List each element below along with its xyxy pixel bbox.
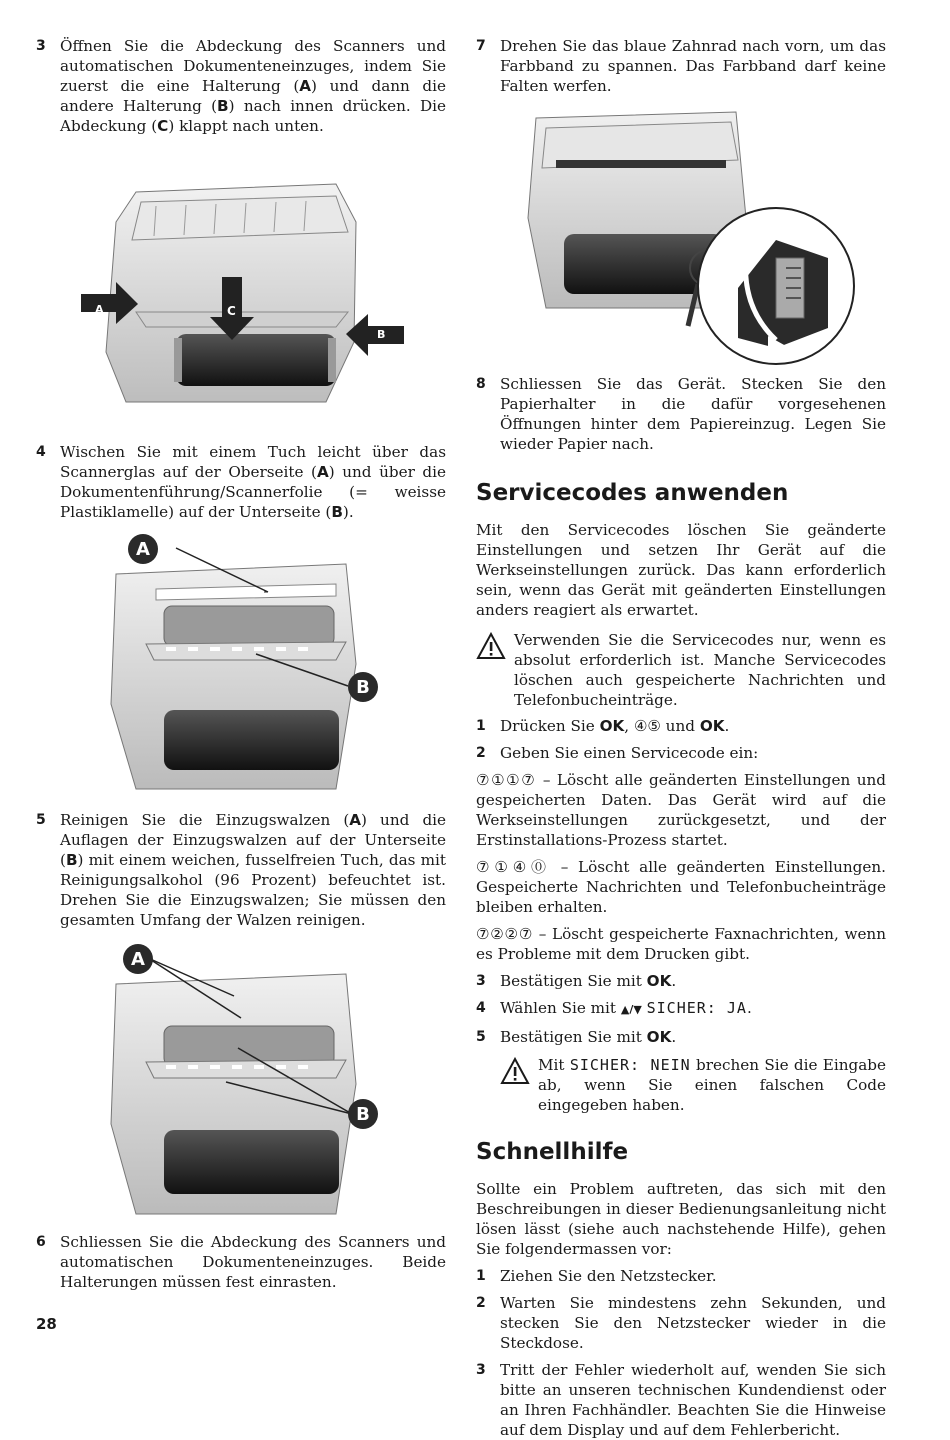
heading-service-codes: Servicecodes anwenden bbox=[476, 480, 789, 506]
step-number: 4 bbox=[476, 1000, 486, 1016]
step-text: Warten Sie mindestens zehn Sekunden, und stecken Sie den Netzstecker wieder in die Steckdose. bbox=[500, 1294, 886, 1352]
device-illustration bbox=[476, 108, 886, 370]
warning-text: Verwenden Sie die Servicecodes nur, wenn es absolut erforderlich ist. Manche Servicecodes löschen auch gespeicherte Nachrichten und Telefonbucheinträge. bbox=[514, 631, 886, 709]
label-b: B bbox=[348, 1099, 378, 1129]
step-text: Geben Sie einen Servicecode ein: bbox=[500, 744, 759, 762]
step-text: . bbox=[671, 972, 677, 990]
step-text: ) klappt nach unten. bbox=[168, 117, 324, 135]
key-label: A bbox=[349, 811, 362, 829]
display-text: SICHER: JA bbox=[646, 999, 747, 1017]
service-step-3 bbox=[476, 971, 886, 991]
step-number: 4 bbox=[36, 444, 46, 460]
step-number: 6 bbox=[36, 1234, 46, 1250]
step-text: Tritt der Fehler wiederholt auf, wenden Sie sich bitte an unseren technischen Kundendienst oder an Ihren Fachhändler. Beachten Sie die Hinweise auf dem Display und auf dem Fehlerbericht. bbox=[500, 1361, 886, 1439]
step-3 bbox=[36, 36, 446, 136]
step-text: ) und dann die andere Halterung ( bbox=[60, 77, 446, 115]
help-step-1 bbox=[476, 1266, 886, 1286]
key-label: B bbox=[65, 851, 78, 869]
service-step-4 bbox=[476, 998, 886, 1020]
key-label: A bbox=[299, 77, 312, 95]
step-number: 1 bbox=[476, 718, 486, 734]
key-label: B bbox=[217, 97, 229, 115]
help-step-3 bbox=[476, 1360, 886, 1440]
help-intro: Sollte ein Problem auftreten, das sich mit den Beschreibungen in dieser Bedienungsanleitung nicht lösen lässt (siehe auch nachstehende Hilfe), gehen Sie folgendermassen vor: bbox=[476, 1180, 886, 1258]
code-description: – Löscht alle geänderten Einstellungen und gespeicherten Daten. Das Gerät wird auf die Werkseinstellungen zurückgesetzt, und der Erstinstallations-Prozess startet. bbox=[476, 771, 886, 849]
keypad-codes: ④⑤ bbox=[633, 717, 661, 735]
step-6 bbox=[36, 1232, 446, 1292]
key-label: OK bbox=[646, 972, 672, 990]
step-8 bbox=[476, 374, 886, 454]
service-intro: Mit den Servicecodes löschen Sie geänderte Einstellungen und setzen Ihr Gerät auf die Werkseinstellungen zurück. Das kann erforderlich sein, wenn das Gerät mit geänderten Einstellungen anders reagiert als erwartet. bbox=[476, 521, 886, 619]
step-text: Bestätigen Sie mit bbox=[500, 1028, 647, 1046]
step-number: 8 bbox=[476, 376, 486, 392]
service-code-7117 bbox=[476, 770, 886, 850]
key-label: OK bbox=[646, 1028, 672, 1046]
step-number: 5 bbox=[36, 812, 46, 828]
step-text: . bbox=[724, 717, 730, 735]
key-label: OK bbox=[599, 717, 625, 735]
step-text: ) und die Auflagen der Einzugswalzen auf der Unterseite ( bbox=[60, 811, 447, 869]
step-text: ) und über die Dokumentenführung/Scannerfolie (= weisse Plastiklamelle) auf der Unterseite ( bbox=[60, 463, 446, 521]
note-text: Mit bbox=[538, 1056, 570, 1074]
step-5 bbox=[36, 810, 446, 930]
step-text: Wählen Sie mit bbox=[500, 999, 621, 1017]
step-text: . bbox=[746, 999, 752, 1017]
warning-icon bbox=[500, 1055, 538, 1115]
step-text: ) mit einem weichen, fusselfreien Tuch, das mit Reinigungsalkohol (96 Prozent) befeuchtet ist. Drehen Sie die Einzugswalzen; Sie müssen den gesamten Umfang der Walzen reinigen. bbox=[60, 851, 446, 929]
step-number: 3 bbox=[36, 38, 46, 54]
step-text: Schliessen Sie die Abdeckung des Scanners und automatischen Dokumenteneinzuges. Beide Halterungen müssen fest einrasten. bbox=[60, 1233, 446, 1291]
step-text: ) nach innen drücken. Die Abdeckung ( bbox=[60, 97, 447, 135]
step-number: 5 bbox=[476, 1029, 486, 1045]
device-illustration bbox=[36, 534, 446, 796]
step-text: Schliessen Sie das Gerät. Stecken Sie den Papierhalter in die dafür vorgesehenen Öffnungen hinter dem Papiereinzug. Legen Sie wieder Papier nach. bbox=[500, 375, 886, 453]
label-a: A bbox=[95, 303, 104, 316]
label-b: B bbox=[348, 672, 378, 702]
step-text: , bbox=[624, 717, 634, 735]
code: ⑦②②⑦ bbox=[476, 925, 534, 943]
service-step-2 bbox=[476, 743, 886, 763]
step-text: Öffnen Sie die Abdeckung des Scanners und automatischen Dokumenteneinzuges, indem Sie zuerst die eine Halterung ( bbox=[60, 37, 446, 95]
right-column bbox=[476, 36, 886, 1440]
note-text: brechen Sie die Eingabe ab, wenn Sie einen falschen Code eingegeben haben. bbox=[538, 1056, 886, 1114]
step-number: 2 bbox=[476, 745, 486, 761]
figure-ink-ribbon-gear bbox=[476, 108, 886, 370]
service-step-5 bbox=[476, 1027, 886, 1047]
key-label: A bbox=[316, 463, 329, 481]
heading-quick-help: Schnellhilfe bbox=[476, 1139, 629, 1165]
key-label: OK bbox=[699, 717, 725, 735]
step-text: . bbox=[671, 1028, 677, 1046]
left-column bbox=[36, 36, 446, 1292]
code-description: – Löscht gespeicherte Faxnachrichten, wenn es Probleme mit dem Drucken gibt. bbox=[476, 925, 886, 963]
service-warning bbox=[476, 630, 886, 710]
key-label: B bbox=[331, 503, 343, 521]
page-number: 28 bbox=[36, 1315, 57, 1333]
label-a: A bbox=[123, 944, 153, 974]
code-description: – Löscht alle geänderten Einstellungen. Gespeicherte Nachrichten und Telefonbucheinträge bleiben erhalten. bbox=[476, 858, 886, 916]
warning-icon bbox=[476, 630, 514, 710]
label-a: A bbox=[128, 534, 158, 564]
step-text: Wischen Sie mit einem Tuch leicht über das Scannerglas auf der Oberseite ( bbox=[60, 443, 446, 481]
label-b: B bbox=[377, 328, 386, 341]
code: ⑦①①⑦ bbox=[476, 771, 537, 789]
step-number: 3 bbox=[476, 1362, 486, 1378]
figure-clean-scanner-glass bbox=[36, 534, 446, 796]
step-text: Bestätigen Sie mit bbox=[500, 972, 647, 990]
step-7 bbox=[476, 36, 886, 96]
code: ⑦①④⓪ bbox=[476, 858, 551, 876]
key-label: C bbox=[157, 117, 169, 135]
service-code-7227 bbox=[476, 924, 886, 964]
display-text: SICHER: NEIN bbox=[569, 1056, 691, 1074]
step-text: ). bbox=[342, 503, 354, 521]
step-4 bbox=[36, 442, 446, 522]
device-illustration bbox=[36, 162, 446, 412]
step-text: und bbox=[660, 717, 700, 735]
service-step-1 bbox=[476, 716, 886, 736]
step-number: 2 bbox=[476, 1295, 486, 1311]
figure-clean-feed-rollers bbox=[36, 944, 446, 1224]
step-text: Drücken Sie bbox=[500, 717, 600, 735]
figure-open-scanner-cover bbox=[36, 162, 446, 412]
device-illustration bbox=[36, 944, 446, 1224]
step-number: 3 bbox=[476, 973, 486, 989]
help-step-2 bbox=[476, 1293, 886, 1353]
service-code-7140 bbox=[476, 857, 886, 917]
service-note bbox=[476, 1055, 886, 1115]
arrow-keys-icon: ▲/▼ bbox=[620, 1003, 642, 1016]
step-text: Reinigen Sie die Einzugswalzen ( bbox=[60, 811, 350, 829]
step-text: Ziehen Sie den Netzstecker. bbox=[500, 1267, 717, 1285]
step-text: Drehen Sie das blaue Zahnrad nach vorn, um das Farbband zu spannen. Das Farbband darf keine Falten werfen. bbox=[500, 37, 886, 95]
step-number: 7 bbox=[476, 38, 486, 54]
step-number: 1 bbox=[476, 1268, 486, 1284]
label-c: C bbox=[227, 304, 236, 318]
